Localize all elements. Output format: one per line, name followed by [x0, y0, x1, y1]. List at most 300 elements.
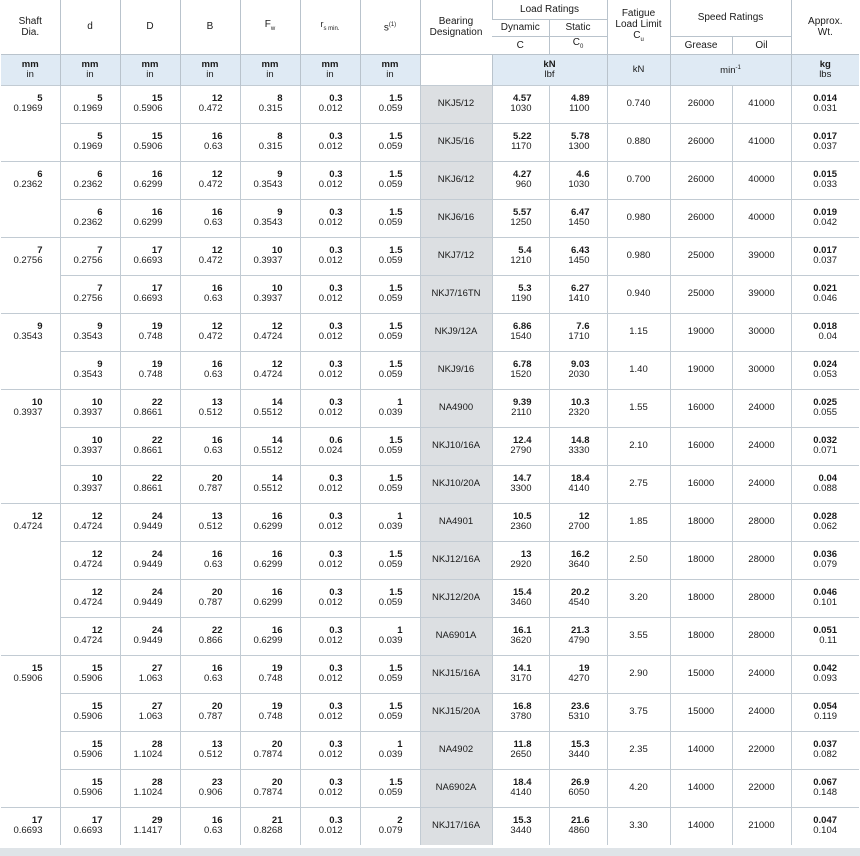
cell-weight: 0.018 0.04: [791, 313, 859, 351]
cell-shaft: [1, 693, 60, 731]
cell-fw: 19 0.748: [240, 693, 300, 731]
table-row: [1, 161, 859, 199]
cell-weight: 0.046 0.101: [791, 579, 859, 617]
cell-fatigue: 1.15: [607, 313, 670, 351]
header-dynamic: Dynamic: [492, 19, 549, 36]
cell-B: 16 0.63: [180, 199, 240, 237]
table-row: [1, 503, 859, 541]
cell-fw: 12 0.4724: [240, 313, 300, 351]
cell-fw: 10 0.3937: [240, 275, 300, 313]
cell-static: 6.47 1450: [549, 199, 607, 237]
cell-grease: 19000: [670, 351, 732, 389]
cell-s: 1.5 0.059: [360, 237, 420, 275]
cell-s: 1 0.039: [360, 503, 420, 541]
cell-fw: 20 0.7874: [240, 769, 300, 807]
table-row: [1, 199, 859, 237]
cell-s: 2 0.079: [360, 807, 420, 845]
cell-D: 24 0.9449: [120, 579, 180, 617]
cell-dynamic: 10.5 2360: [492, 503, 549, 541]
cell-grease: 25000: [670, 275, 732, 313]
table-row: [1, 237, 859, 275]
cell-designation: NA6901A: [420, 617, 492, 655]
cell-designation: NKJ15/20A: [420, 693, 492, 731]
cell-d: 15 0.5906: [60, 769, 120, 807]
cell-B: 16 0.63: [180, 541, 240, 579]
cell-fw: 9 0.3543: [240, 199, 300, 237]
header-dynamic-symbol: C: [492, 36, 549, 54]
cell-fw: 16 0.6299: [240, 541, 300, 579]
cell-fatigue: 2.90: [607, 655, 670, 693]
cell-D: 27 1.063: [120, 693, 180, 731]
cell-designation: NA4901: [420, 503, 492, 541]
bearing-specs-table: [1, 0, 859, 845]
cell-static: 9.03 2030: [549, 351, 607, 389]
cell-grease: 15000: [670, 693, 732, 731]
units-row: [1, 54, 859, 85]
cell-designation: NKJ6/12: [420, 161, 492, 199]
cell-oil: 40000: [732, 199, 791, 237]
cell-rs: 0.3 0.012: [300, 731, 360, 769]
header-static-symbol: $C_0$: [549, 36, 607, 54]
cell-oil: 30000: [732, 313, 791, 351]
cell-s: 1.5 0.059: [360, 199, 420, 237]
cell-s: 1.5 0.059: [360, 465, 420, 503]
cell-s: 1.5 0.059: [360, 541, 420, 579]
cell-rs: 0.3 0.012: [300, 769, 360, 807]
cell-B: 12 0.472: [180, 313, 240, 351]
cell-D: 17 0.6693: [120, 275, 180, 313]
cell-rs: 0.3 0.012: [300, 655, 360, 693]
cell-B: 22 0.866: [180, 617, 240, 655]
cell-dynamic: 5.22 1170: [492, 123, 549, 161]
cell-oil: 24000: [732, 693, 791, 731]
cell-s: 1.5 0.059: [360, 275, 420, 313]
cell-s: 1.5 0.059: [360, 313, 420, 351]
table-row: [1, 693, 859, 731]
header-grease: Grease: [670, 36, 732, 54]
cell-fw: 14 0.5512: [240, 427, 300, 465]
cell-B: 16 0.63: [180, 351, 240, 389]
cell-rs: 0.3 0.012: [300, 807, 360, 845]
cell-d: 5 0.1969: [60, 85, 120, 123]
cell-static: 6.27 1410: [549, 275, 607, 313]
cell-static: 19 4270: [549, 655, 607, 693]
cell-grease: 26000: [670, 199, 732, 237]
unit-D: mm in: [120, 54, 180, 85]
cell-designation: NA6902A: [420, 769, 492, 807]
cell-static: 20.2 4540: [549, 579, 607, 617]
cell-rs: 0.3 0.012: [300, 123, 360, 161]
cell-B: 16 0.63: [180, 427, 240, 465]
table-row: [1, 389, 859, 427]
cell-static: 4.6 1030: [549, 161, 607, 199]
cell-d: 10 0.3937: [60, 427, 120, 465]
cell-designation: NKJ17/16A: [420, 807, 492, 845]
cell-designation: NA4900: [420, 389, 492, 427]
cell-oil: 28000: [732, 579, 791, 617]
cell-grease: 26000: [670, 123, 732, 161]
cell-rs: 0.3 0.012: [300, 199, 360, 237]
cell-rs: 0.3 0.012: [300, 465, 360, 503]
cell-weight: 0.04 0.088: [791, 465, 859, 503]
cell-rs: 0.3 0.012: [300, 85, 360, 123]
cell-fw: 21 0.8268: [240, 807, 300, 845]
cell-B: 20 0.787: [180, 465, 240, 503]
header-bearing-designation: Bearing Designation: [420, 0, 492, 54]
cell-dynamic: 15.4 3460: [492, 579, 549, 617]
cell-s: 1.5 0.059: [360, 655, 420, 693]
cell-oil: 24000: [732, 389, 791, 427]
cell-designation: NA4902: [420, 731, 492, 769]
table-row: [1, 579, 859, 617]
cell-D: 22 0.8661: [120, 389, 180, 427]
cell-rs: 0.3 0.012: [300, 161, 360, 199]
cell-s: 1.5 0.059: [360, 123, 420, 161]
header-B: B: [180, 0, 240, 54]
unit-B: mm in: [180, 54, 240, 85]
cell-rs: 0.3 0.012: [300, 313, 360, 351]
cell-D: 24 0.9449: [120, 503, 180, 541]
cell-D: 28 1.1024: [120, 769, 180, 807]
cell-weight: 0.017 0.037: [791, 237, 859, 275]
cell-static: 23.6 5310: [549, 693, 607, 731]
unit-fw: mm in: [240, 54, 300, 85]
cell-grease: 16000: [670, 389, 732, 427]
cell-s: 1.5 0.059: [360, 427, 420, 465]
cell-D: 27 1.063: [120, 655, 180, 693]
cell-weight: 0.037 0.082: [791, 731, 859, 769]
cell-D: 15 0.5906: [120, 123, 180, 161]
cell-shaft: 15 0.5906: [1, 655, 60, 693]
cell-oil: 39000: [732, 237, 791, 275]
cell-fatigue: 0.700: [607, 161, 670, 199]
header-fw: $F_w$: [240, 0, 300, 54]
cell-fw: 14 0.5512: [240, 465, 300, 503]
cell-oil: 28000: [732, 541, 791, 579]
cell-grease: 25000: [670, 237, 732, 275]
cell-designation: NKJ12/16A: [420, 541, 492, 579]
unit-rs: mm in: [300, 54, 360, 85]
cell-designation: NKJ10/16A: [420, 427, 492, 465]
cell-shaft: 10 0.3937: [1, 389, 60, 427]
header-d: d: [60, 0, 120, 54]
cell-grease: 16000: [670, 465, 732, 503]
cell-fatigue: 2.35: [607, 731, 670, 769]
cell-fatigue: 0.980: [607, 237, 670, 275]
cell-D: 28 1.1024: [120, 731, 180, 769]
unit-speed: $\min^{-1}$: [670, 54, 791, 85]
cell-weight: 0.032 0.071: [791, 427, 859, 465]
cell-B: 12 0.472: [180, 85, 240, 123]
cell-fatigue: 0.880: [607, 123, 670, 161]
cell-grease: 14000: [670, 731, 732, 769]
unit-designation: [420, 54, 492, 85]
cell-d: 7 0.2756: [60, 237, 120, 275]
unit-weight: kg lbs: [791, 54, 859, 85]
unit-shaft: mm in: [1, 54, 60, 85]
cell-D: 16 0.6299: [120, 161, 180, 199]
cell-shaft: [1, 465, 60, 503]
cell-d: 12 0.4724: [60, 503, 120, 541]
table-row: [1, 313, 859, 351]
cell-dynamic: 5.3 1190: [492, 275, 549, 313]
header-rs-min: $r_{s min.}$: [300, 0, 360, 54]
cell-static: 6.43 1450: [549, 237, 607, 275]
header-approx-wt: Approx. Wt.: [791, 0, 859, 54]
table-row: [1, 85, 859, 123]
cell-static: 14.8 3330: [549, 427, 607, 465]
cell-fatigue: 4.20: [607, 769, 670, 807]
cell-B: 16 0.63: [180, 123, 240, 161]
cell-fw: 19 0.748: [240, 655, 300, 693]
cell-oil: 22000: [732, 731, 791, 769]
cell-weight: 0.047 0.104: [791, 807, 859, 845]
cell-grease: 14000: [670, 769, 732, 807]
cell-grease: 14000: [670, 807, 732, 845]
cell-oil: 39000: [732, 275, 791, 313]
cell-fw: 9 0.3543: [240, 161, 300, 199]
cell-dynamic: 6.86 1540: [492, 313, 549, 351]
cell-D: 24 0.9449: [120, 541, 180, 579]
bottom-strip: [0, 848, 860, 856]
cell-grease: 26000: [670, 85, 732, 123]
cell-oil: 30000: [732, 351, 791, 389]
cell-grease: 18000: [670, 579, 732, 617]
unit-load-ratings: kN lbf: [492, 54, 607, 85]
cell-rs: 0.3 0.012: [300, 351, 360, 389]
cell-shaft: 17 0.6693: [1, 807, 60, 845]
cell-s: 1 0.039: [360, 731, 420, 769]
header-static: Static: [549, 19, 607, 36]
cell-oil: 21000: [732, 807, 791, 845]
cell-B: 16 0.63: [180, 655, 240, 693]
cell-s: 1.5 0.059: [360, 693, 420, 731]
cell-shaft: 6 0.2362: [1, 161, 60, 199]
cell-dynamic: 13 2920: [492, 541, 549, 579]
cell-D: 29 1.1417: [120, 807, 180, 845]
cell-oil: 24000: [732, 427, 791, 465]
cell-d: 17 0.6693: [60, 807, 120, 845]
cell-B: 23 0.906: [180, 769, 240, 807]
cell-d: 7 0.2756: [60, 275, 120, 313]
cell-rs: 0.3 0.012: [300, 541, 360, 579]
cell-d: 5 0.1969: [60, 123, 120, 161]
table-row: [1, 655, 859, 693]
cell-fw: 8 0.315: [240, 123, 300, 161]
cell-d: 6 0.2362: [60, 199, 120, 237]
cell-shaft: [1, 275, 60, 313]
cell-s: 1.5 0.059: [360, 85, 420, 123]
cell-dynamic: 11.8 2650: [492, 731, 549, 769]
cell-static: 15.3 3440: [549, 731, 607, 769]
table-row: [1, 769, 859, 807]
cell-weight: 0.019 0.042: [791, 199, 859, 237]
cell-shaft: [1, 541, 60, 579]
cell-static: 21.3 4790: [549, 617, 607, 655]
cell-fatigue: 1.55: [607, 389, 670, 427]
cell-fw: 10 0.3937: [240, 237, 300, 275]
cell-grease: 16000: [670, 427, 732, 465]
cell-s: 1.5 0.059: [360, 351, 420, 389]
cell-designation: NKJ12/20A: [420, 579, 492, 617]
cell-designation: NKJ15/16A: [420, 655, 492, 693]
cell-d: 15 0.5906: [60, 731, 120, 769]
cell-rs: 0.3 0.012: [300, 693, 360, 731]
cell-fatigue: 3.30: [607, 807, 670, 845]
cell-dynamic: 14.1 3170: [492, 655, 549, 693]
cell-dynamic: 9.39 2110: [492, 389, 549, 427]
cell-rs: 0.3 0.012: [300, 617, 360, 655]
cell-oil: 28000: [732, 617, 791, 655]
cell-rs: 0.6 0.024: [300, 427, 360, 465]
cell-static: 26.9 6050: [549, 769, 607, 807]
cell-dynamic: 4.27 960: [492, 161, 549, 199]
cell-B: 16 0.63: [180, 275, 240, 313]
cell-d: 9 0.3543: [60, 351, 120, 389]
table-row: [1, 541, 859, 579]
unit-s: mm in: [360, 54, 420, 85]
cell-fw: 16 0.6299: [240, 579, 300, 617]
cell-fw: 12 0.4724: [240, 351, 300, 389]
table-row: [1, 731, 859, 769]
cell-designation: NKJ9/16: [420, 351, 492, 389]
cell-D: 22 0.8661: [120, 427, 180, 465]
cell-dynamic: 18.4 4140: [492, 769, 549, 807]
header-shaft-dia: Shaft Dia.: [1, 0, 60, 54]
cell-d: 6 0.2362: [60, 161, 120, 199]
cell-weight: 0.025 0.055: [791, 389, 859, 427]
cell-fw: 16 0.6299: [240, 617, 300, 655]
unit-d: mm in: [60, 54, 120, 85]
cell-oil: 24000: [732, 655, 791, 693]
cell-fw: 8 0.315: [240, 85, 300, 123]
cell-fw: 14 0.5512: [240, 389, 300, 427]
header-D: D: [120, 0, 180, 54]
cell-weight: 0.015 0.033: [791, 161, 859, 199]
cell-fatigue: 2.50: [607, 541, 670, 579]
cell-shaft: [1, 579, 60, 617]
cell-weight: 0.051 0.11: [791, 617, 859, 655]
cell-dynamic: 4.57 1030: [492, 85, 549, 123]
cell-static: 12 2700: [549, 503, 607, 541]
cell-B: 13 0.512: [180, 731, 240, 769]
cell-rs: 0.3 0.012: [300, 275, 360, 313]
cell-fw: 20 0.7874: [240, 731, 300, 769]
header-speed-ratings: Speed Ratings: [670, 0, 791, 36]
cell-fatigue: 2.10: [607, 427, 670, 465]
cell-weight: 0.054 0.119: [791, 693, 859, 731]
cell-d: 10 0.3937: [60, 389, 120, 427]
cell-static: 4.89 1100: [549, 85, 607, 123]
unit-fatigue: kN: [607, 54, 670, 85]
cell-weight: 0.021 0.046: [791, 275, 859, 313]
cell-grease: 18000: [670, 503, 732, 541]
cell-grease: 18000: [670, 541, 732, 579]
cell-s: 1.5 0.059: [360, 579, 420, 617]
cell-fw: 16 0.6299: [240, 503, 300, 541]
cell-B: 13 0.512: [180, 389, 240, 427]
cell-s: 1 0.039: [360, 617, 420, 655]
cell-oil: 28000: [732, 503, 791, 541]
cell-oil: 40000: [732, 161, 791, 199]
cell-shaft: [1, 123, 60, 161]
cell-static: 21.6 4860: [549, 807, 607, 845]
cell-shaft: [1, 731, 60, 769]
cell-oil: 24000: [732, 465, 791, 503]
cell-dynamic: 14.7 3300: [492, 465, 549, 503]
cell-fatigue: 1.85: [607, 503, 670, 541]
table-row: [1, 275, 859, 313]
cell-oil: 41000: [732, 123, 791, 161]
cell-designation: NKJ6/16: [420, 199, 492, 237]
cell-oil: 22000: [732, 769, 791, 807]
cell-shaft: [1, 617, 60, 655]
header-load-ratings: Load Ratings: [492, 0, 607, 19]
cell-d: 9 0.3543: [60, 313, 120, 351]
cell-rs: 0.3 0.012: [300, 237, 360, 275]
cell-dynamic: 16.8 3780: [492, 693, 549, 731]
cell-designation: NKJ10/20A: [420, 465, 492, 503]
cell-s: 1.5 0.059: [360, 161, 420, 199]
cell-shaft: 9 0.3543: [1, 313, 60, 351]
cell-D: 19 0.748: [120, 313, 180, 351]
cell-d: 12 0.4724: [60, 579, 120, 617]
cell-D: 16 0.6299: [120, 199, 180, 237]
cell-s: 1 0.039: [360, 389, 420, 427]
cell-B: 20 0.787: [180, 693, 240, 731]
table-row: [1, 351, 859, 389]
cell-B: 12 0.472: [180, 161, 240, 199]
cell-grease: 26000: [670, 161, 732, 199]
cell-fatigue: 3.75: [607, 693, 670, 731]
cell-weight: 0.067 0.148: [791, 769, 859, 807]
table-row: [1, 427, 859, 465]
cell-fatigue: 1.40: [607, 351, 670, 389]
cell-shaft: [1, 351, 60, 389]
cell-oil: 41000: [732, 85, 791, 123]
cell-dynamic: 5.57 1250: [492, 199, 549, 237]
cell-d: 12 0.4724: [60, 541, 120, 579]
cell-dynamic: 16.1 3620: [492, 617, 549, 655]
cell-shaft: [1, 427, 60, 465]
cell-shaft: [1, 199, 60, 237]
cell-B: 20 0.787: [180, 579, 240, 617]
cell-fatigue: 0.980: [607, 199, 670, 237]
cell-fatigue: 0.740: [607, 85, 670, 123]
cell-B: 16 0.63: [180, 807, 240, 845]
cell-d: 10 0.3937: [60, 465, 120, 503]
cell-d: 12 0.4724: [60, 617, 120, 655]
cell-designation: NKJ5/16: [420, 123, 492, 161]
cell-D: 17 0.6693: [120, 237, 180, 275]
cell-weight: 0.017 0.037: [791, 123, 859, 161]
cell-static: 5.78 1300: [549, 123, 607, 161]
cell-D: 24 0.9449: [120, 617, 180, 655]
cell-shaft: 12 0.4724: [1, 503, 60, 541]
cell-weight: 0.042 0.093: [791, 655, 859, 693]
cell-static: 7.6 1710: [549, 313, 607, 351]
cell-d: 15 0.5906: [60, 655, 120, 693]
cell-shaft: [1, 769, 60, 807]
cell-static: 16.2 3640: [549, 541, 607, 579]
cell-designation: NKJ7/16TN: [420, 275, 492, 313]
cell-weight: 0.028 0.062: [791, 503, 859, 541]
cell-weight: 0.024 0.053: [791, 351, 859, 389]
cell-shaft: 7 0.2756: [1, 237, 60, 275]
cell-static: 10.3 2320: [549, 389, 607, 427]
cell-static: 18.4 4140: [549, 465, 607, 503]
table-row: [1, 807, 859, 845]
